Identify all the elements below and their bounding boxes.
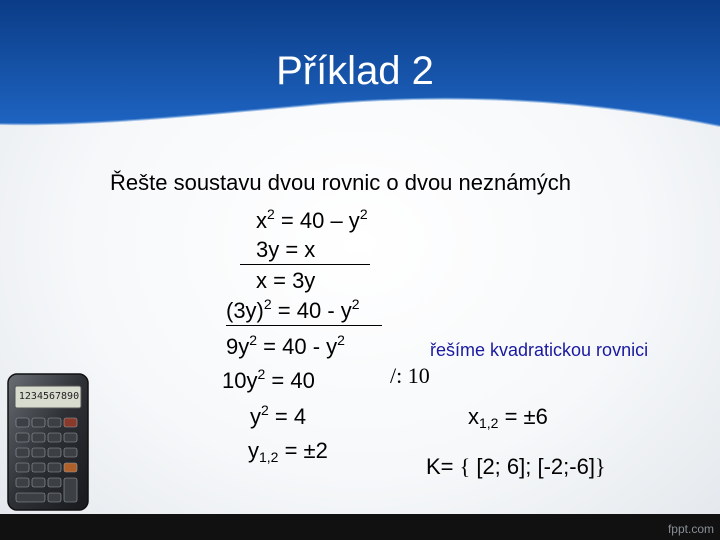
underline-rule bbox=[226, 325, 382, 326]
eq7-lhs: y bbox=[250, 404, 261, 429]
calculator-illustration bbox=[6, 372, 90, 517]
x-value: = ±6 bbox=[498, 404, 548, 429]
eq8-lhs: y bbox=[248, 438, 259, 463]
eq5-lhs: 9y bbox=[226, 334, 250, 359]
subscript: 1,2 bbox=[479, 415, 499, 431]
exponent: 2 bbox=[359, 206, 368, 222]
subscript: 1,2 bbox=[259, 449, 279, 465]
underline-rule bbox=[240, 264, 370, 265]
eq7-rhs: = 4 bbox=[268, 404, 307, 429]
equation-2: 3y = x bbox=[256, 237, 316, 262]
exponent: 2 bbox=[249, 332, 258, 348]
instruction-text: Řešte soustavu dvou rovnic o dvou neznámých bbox=[110, 170, 572, 195]
exponent: 2 bbox=[261, 402, 269, 418]
exponent: 2 bbox=[351, 296, 360, 312]
exponent: 2 bbox=[337, 332, 345, 348]
equation-4 bbox=[226, 298, 360, 324]
equation-3: x = 3y bbox=[256, 268, 316, 293]
divide-annotation: /: 10 bbox=[390, 363, 430, 388]
pair-separator: ; bbox=[525, 454, 538, 479]
x-solution bbox=[468, 404, 548, 430]
eq4-rhs: = 40 - y bbox=[271, 298, 352, 323]
solution-set bbox=[426, 454, 606, 480]
header-banner bbox=[0, 0, 720, 150]
pair-1: [2; 6] bbox=[476, 454, 526, 479]
equation-1 bbox=[256, 208, 368, 234]
x-var: x bbox=[468, 404, 479, 429]
exponent: 2 bbox=[267, 206, 275, 222]
pair-2: [-2;-6] bbox=[537, 454, 595, 479]
exponent: 2 bbox=[263, 296, 272, 312]
calculator-display: 1234567890 bbox=[18, 391, 80, 402]
left-brace: { bbox=[459, 454, 471, 479]
eq8-rhs: = ±2 bbox=[278, 438, 328, 463]
eq4-lhs: (3y) bbox=[226, 298, 264, 323]
right-brace: } bbox=[594, 454, 606, 479]
eq6-rhs: = 40 bbox=[265, 368, 315, 393]
equation-7 bbox=[250, 404, 306, 430]
eq1-rhs: = 40 – y bbox=[274, 208, 360, 233]
eq1-lhs: x bbox=[256, 208, 267, 233]
equation-6 bbox=[222, 368, 315, 394]
eq6-lhs: 10y bbox=[222, 368, 258, 393]
exponent: 2 bbox=[257, 366, 266, 382]
page-title: Příklad 2 bbox=[276, 49, 434, 93]
eq5-rhs: = 40 - y bbox=[257, 334, 338, 359]
quadratic-note: řešíme kvadratickou rovnici bbox=[430, 340, 649, 360]
equation-5 bbox=[226, 334, 345, 360]
footer-watermark: fppt.com bbox=[667, 522, 714, 536]
set-prefix: K= bbox=[426, 454, 460, 479]
equation-8 bbox=[248, 438, 328, 464]
bottom-bar bbox=[0, 514, 720, 540]
